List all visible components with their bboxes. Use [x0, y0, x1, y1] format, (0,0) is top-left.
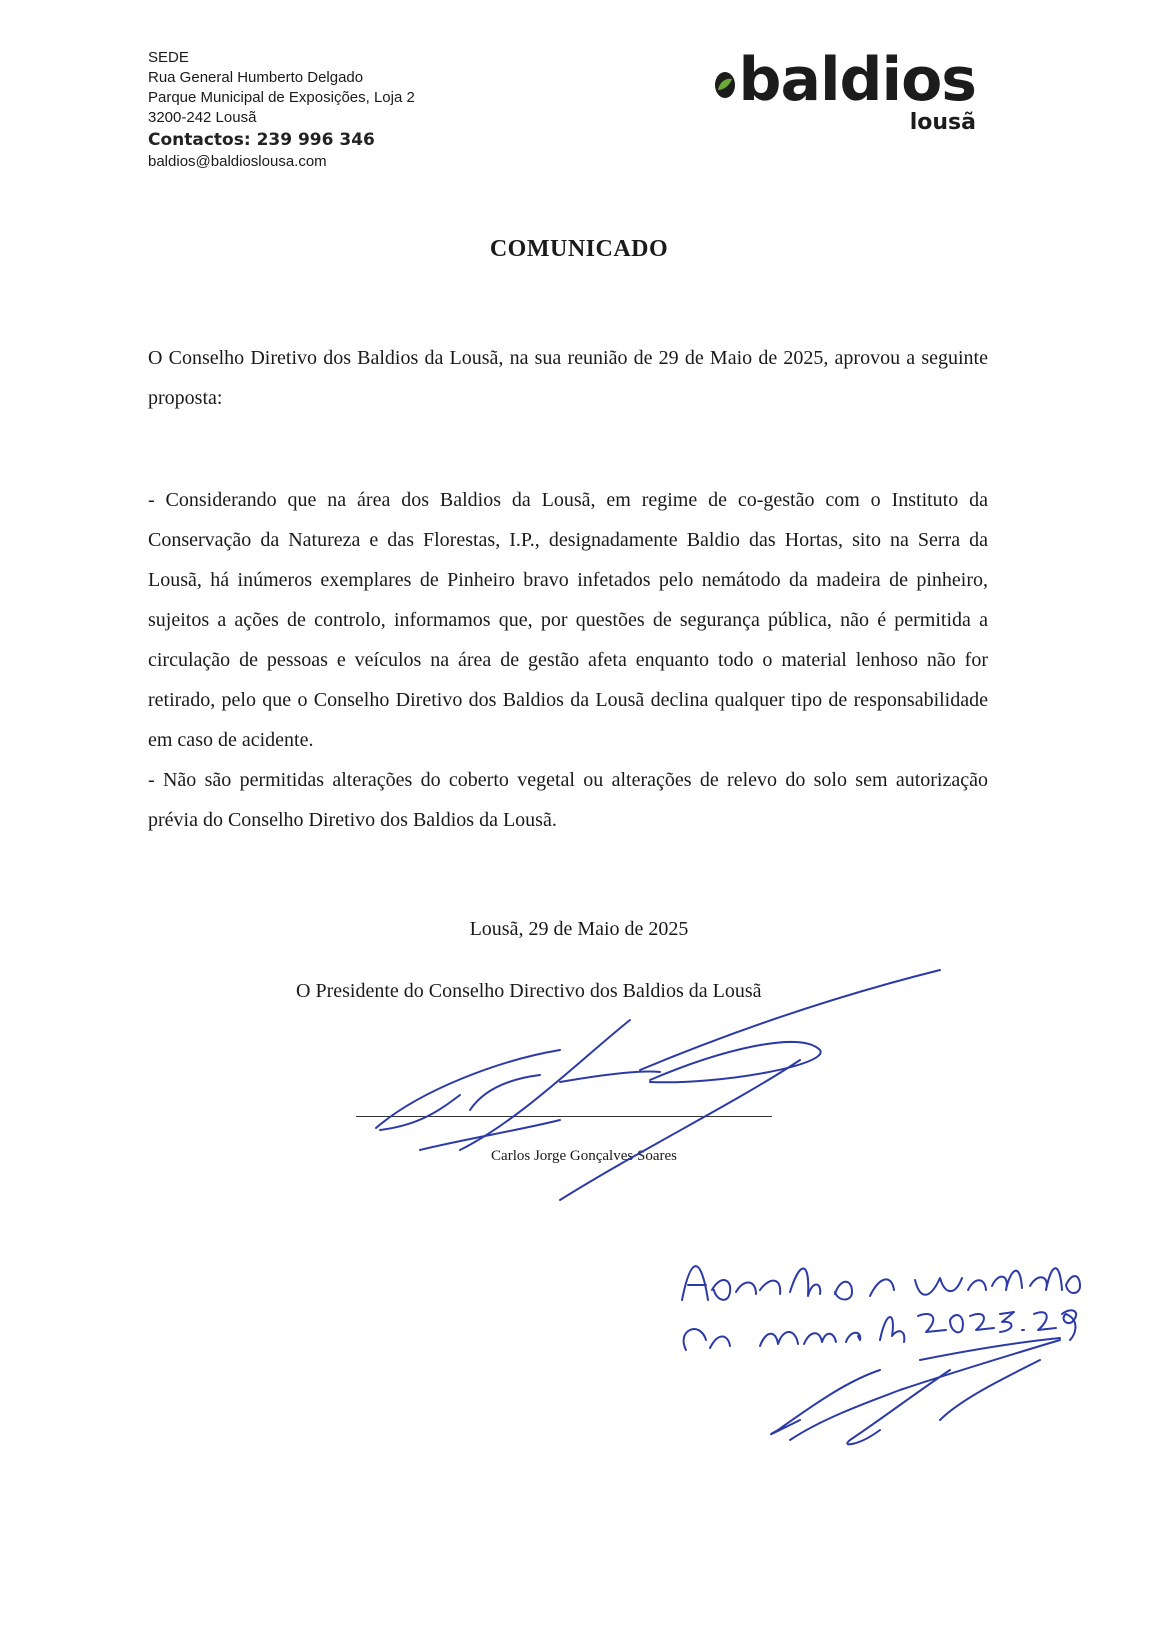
signer-name: Carlos Jorge Gonçalves Soares: [491, 1148, 677, 1164]
signature-line: [356, 1116, 772, 1117]
president-signature: [376, 970, 940, 1200]
signer-role: O Presidente do Conselho Directivo dos Baldios da Lousã: [296, 980, 762, 1002]
logo-subtitle: lousã: [909, 110, 976, 135]
proposal-list: [148, 480, 988, 840]
contacts-phone: Contactos: 239 996 346: [148, 130, 375, 150]
proposal-item: - Considerando que na área dos Baldios da Lousã, em regime de co-gestão com o Instituto da Conservação da Natureza e das Florestas, I.P., designadamente Baldio das Hortas, sito na Serra da Lousã, há inúmeros exemplares de Pinheiro bravo infetados pelo nemátodo da madeira de pinheiro, sujeitos a ações de controlo, informamos que, por questões de segurança pública, não é permitida a circulação de pessoas e veículos na área de gestão afeta enquanto todo o material lenhoso não for retirado, pelo que o Conselho Diretivo dos Baldios da Lousã declina qualquer tipo de responsabilidade em caso de acidente.: [148, 489, 988, 751]
logo-wordmark: baldios: [738, 45, 976, 115]
sender-address-block: [148, 48, 568, 172]
baldios-logo: [712, 44, 992, 140]
intro-paragraph: [148, 338, 988, 418]
address-line: Parque Municipal de Exposições, Loja 2: [148, 89, 415, 106]
address-line: Rua General Humberto Delgado: [148, 69, 364, 86]
address-line: 3200-242 Lousã: [148, 109, 257, 126]
proposal-item: - Não são permitidas alterações do coberto vegetal ou alterações de relevo do solo sem autorização prévia do Conselho Diretivo dos Baldios da Lousã.: [148, 769, 988, 831]
contact-email: baldios@baldioslousa.com: [148, 153, 327, 170]
intro-text: O Conselho Diretivo dos Baldios da Lousã, na sua reunião de 29 de Maio de 2025, aprovou a seguinte proposta:: [148, 347, 988, 409]
document-title: COMUNICADO: [489, 236, 669, 262]
handwritten-approval-note: [682, 1266, 1080, 1444]
place-and-date: Lousã, 29 de Maio de 2025: [469, 918, 689, 940]
leaf-icon: [712, 70, 738, 100]
address-line: SEDE: [148, 49, 189, 66]
